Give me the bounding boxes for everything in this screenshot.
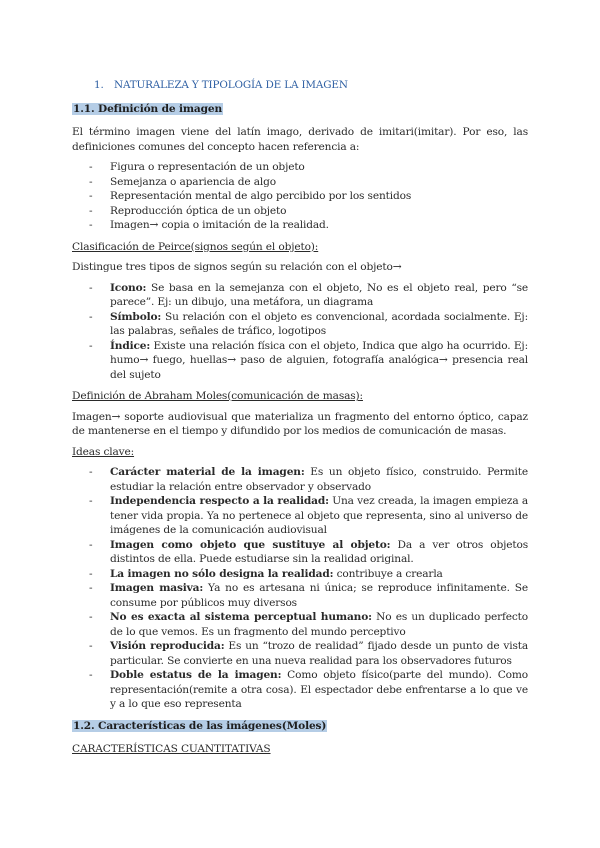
list-item [72,668,528,712]
peirce-intro: Distingue tres tipos de signos según su relación con el objeto→ [72,261,402,273]
term-text: contribuye a crearla [333,567,443,580]
moles-paragraph: Imagen→ soporte audiovisual que materializa un fragmento del entorno óptico, capaz de mantenerse en el tiempo y difundido por los medios de comunicación de masas. [72,410,528,437]
term: Icono: [110,281,147,294]
intro-paragraph: El término imagen viene del latín imago, derivado de imitari(imitar). Por eso, las definiciones comunes del concepto hacen referencia a: [72,126,528,153]
term: Símbolo: [110,310,162,323]
term: Independencia respecto a la realidad: [110,495,329,507]
term-text: Es un objeto físico, construido. Permite estudiar la relación entre observador y observado [110,466,528,493]
list-item: - Representación mental de algo percibido por los sentidos [72,189,528,204]
section-title-text: NATURALEZA Y TIPOLOGÍA DE LA IMAGEN [114,79,348,91]
term: Índice: [110,339,151,352]
section-number: 1. [94,79,104,91]
term-text: No es un duplicado perfecto de lo que vemos. Es un fragmento del mundo perceptivo [110,611,528,638]
list-item [72,610,528,639]
list-item [72,281,528,310]
moles-heading: Definición de Abraham Moles(comunicación de masas): [72,390,363,402]
term-text: Una vez creada, la imagen empieza a tener vida propia. Ya no pertenece al objeto que representa, sino al universo de imágenes de la comunicación audiovisual [110,495,528,536]
ideas-list [72,465,528,712]
list-item [72,310,528,339]
heading-1-1 [72,102,528,117]
heading-1-1-text: 1.1. Definición de imagen [73,102,223,115]
peirce-heading: Clasificación de Peirce(signos según el objeto): [72,240,319,253]
list-item [72,494,528,538]
list-item: - Reproducción óptica de un objeto [72,204,528,219]
list-item [72,567,528,582]
term-text: Existe una relación física con el objeto, Indica que algo ha ocurrido. Ej: humo→ fuego, huellas→ paso de alguien, fotografía analógica→ presencia real del sujeto [110,339,528,381]
list-item: - Imagen→ copia o imitación de la realidad. [72,218,528,233]
peirce-list [72,281,528,383]
term: No es exacta al sistema perceptual humano: [110,611,372,623]
term-text: Su relación con el objeto es convencional, acordada socialmente. Ej: las palabras, señales de tráfico, logotipos [110,310,528,337]
definition-list [72,160,528,233]
term: Doble estatus de la imagen: [110,669,282,681]
term: La imagen no sólo designa la realidad: [110,567,334,580]
list-item [72,639,528,668]
term: Carácter material de la imagen: [110,466,305,478]
list-item [72,538,528,567]
term: Imagen masiva: [110,582,204,594]
section-title [94,78,528,93]
heading-1-2-text: 1.2. Características de las imágenes(Moles) [73,719,327,732]
heading-1-2 [72,719,528,734]
term: Imagen como objeto que sustituye al objeto: [110,538,391,551]
subheading-cuantitativas: CARACTERÍSTICAS CUANTITATIVAS [72,743,271,755]
term-text: Es un “trozo de realidad” fijado desde un punto de vista particular. Se convierte en una nueva realidad para los observadores futuros [110,640,529,667]
list-item: - Figura o representación de un objeto [72,160,528,175]
term-text: Se basa en la semejanza con el objeto, No es el objeto real, pero “se parece”. Ej: un dibujo, una metáfora, un diagrama [110,281,528,308]
ideas-heading: Ideas clave: [72,445,135,458]
list-item [72,339,528,383]
term-text: Ya no es artesana ni única; se reproduce infinitamente. Se consume por públicos muy diversos [110,582,528,609]
list-item [72,465,528,494]
list-item [72,581,528,610]
list-item: - Semejanza o apariencia de algo [72,175,528,190]
term-text: Da a ver otros objetos distintos de ella. Puede estudiarse sin la realidad original. [110,538,528,565]
term-text: Como objeto físico(parte del mundo). Como representación(remite a otra cosa). El espectador debe enfrentarse a lo que ve y a lo que eso representa [110,669,528,710]
term: Visión reproducida: [110,640,225,652]
